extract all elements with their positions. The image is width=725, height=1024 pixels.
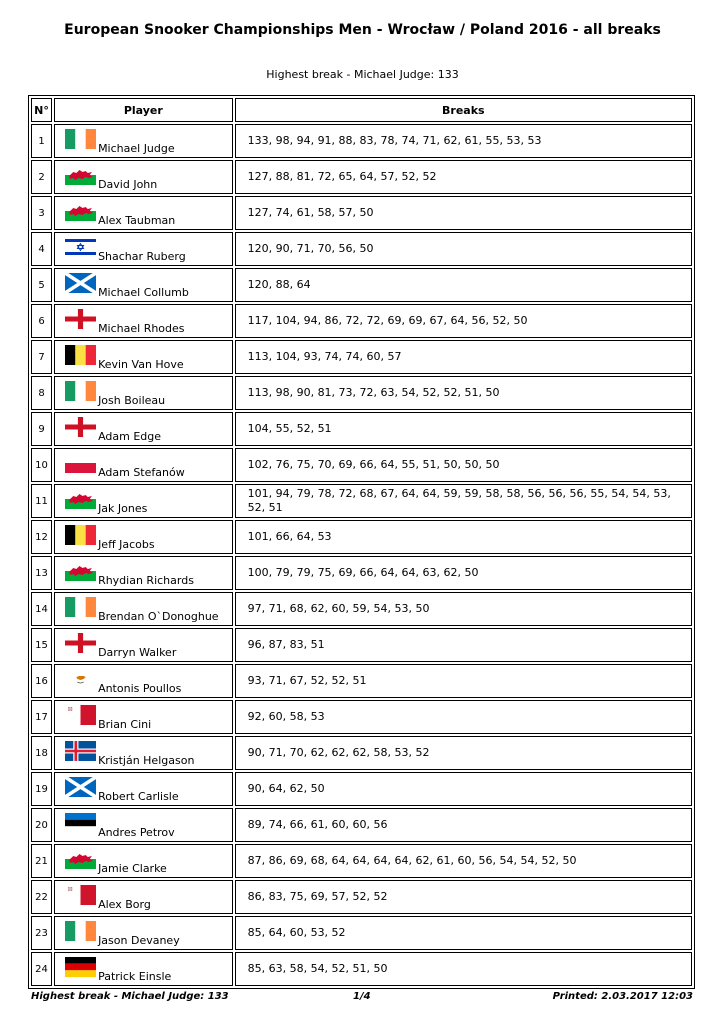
table-row	[31, 880, 692, 914]
rank-cell: 11	[31, 484, 52, 518]
rank-cell: 19	[31, 772, 52, 806]
table-row	[31, 520, 692, 554]
player-cell	[54, 736, 233, 770]
rank-cell: 24	[31, 952, 52, 986]
player-cell	[54, 520, 233, 554]
column-header-player: Player	[54, 98, 233, 122]
wales-flag-icon	[65, 201, 96, 221]
table-row	[31, 268, 692, 302]
breaks-cell: 120, 88, 64	[235, 268, 692, 302]
ireland-flag-icon	[65, 129, 96, 149]
player-name: Alex Borg	[98, 898, 151, 911]
table-row	[31, 916, 692, 950]
table-row	[31, 700, 692, 734]
rank-cell: 8	[31, 376, 52, 410]
wales-flag-icon	[65, 165, 96, 185]
table-row	[31, 484, 692, 518]
breaks-cell: 101, 66, 64, 53	[235, 520, 692, 554]
table-row	[31, 448, 692, 482]
breaks-cell: 117, 104, 94, 86, 72, 72, 69, 69, 67, 64, 56, 52, 50	[235, 304, 692, 338]
rank-cell: 7	[31, 340, 52, 374]
breaks-cell: 93, 71, 67, 52, 52, 51	[235, 664, 692, 698]
rank-cell: 23	[31, 916, 52, 950]
table-row	[31, 376, 692, 410]
footer-page-number: 1/4	[353, 991, 371, 1002]
player-cell	[54, 772, 233, 806]
rank-cell: 18	[31, 736, 52, 770]
rank-cell: 4	[31, 232, 52, 266]
player-name: Rhydian Richards	[98, 574, 194, 587]
breaks-cell: 96, 87, 83, 51	[235, 628, 692, 662]
player-name: Patrick Einsle	[98, 970, 172, 983]
player-name: Michael Rhodes	[98, 322, 185, 335]
rank-cell: 1	[31, 124, 52, 158]
player-cell	[54, 664, 233, 698]
player-name: Josh Boileau	[98, 394, 166, 407]
ireland-flag-icon	[65, 597, 96, 617]
player-cell	[54, 376, 233, 410]
rank-cell: 5	[31, 268, 52, 302]
wales-flag-icon	[65, 561, 96, 581]
table-row	[31, 232, 692, 266]
rank-cell: 16	[31, 664, 52, 698]
player-name: Jamie Clarke	[98, 862, 167, 875]
breaks-cell: 100, 79, 79, 75, 69, 66, 64, 64, 63, 62, 50	[235, 556, 692, 590]
table-row	[31, 952, 692, 986]
breaks-cell: 97, 71, 68, 62, 60, 59, 54, 53, 50	[235, 592, 692, 626]
page-subtitle: Highest break - Michael Judge: 133	[266, 68, 459, 81]
player-cell	[54, 556, 233, 590]
table-row	[31, 736, 692, 770]
table-row	[31, 340, 692, 374]
breaks-table	[28, 95, 695, 989]
rank-cell: 15	[31, 628, 52, 662]
breaks-cell: 127, 88, 81, 72, 65, 64, 57, 52, 52	[235, 160, 692, 194]
player-name: David John	[98, 178, 158, 191]
player-name: Jason Devaney	[98, 934, 180, 947]
player-cell	[54, 268, 233, 302]
table-row	[31, 628, 692, 662]
player-name: Adam Stefanów	[98, 466, 185, 479]
rank-cell: 10	[31, 448, 52, 482]
rank-cell: 17	[31, 700, 52, 734]
table-row	[31, 664, 692, 698]
player-name: Shachar Ruberg	[98, 250, 186, 263]
england-flag-icon	[65, 309, 96, 329]
estonia-flag-icon	[65, 813, 96, 833]
rank-cell: 21	[31, 844, 52, 878]
breaks-cell: 101, 94, 79, 78, 72, 68, 67, 64, 64, 59, 59, 58, 58, 56, 56, 56, 55, 54, 54, 53, 52, 51	[235, 484, 692, 518]
ireland-flag-icon	[65, 381, 96, 401]
player-name: Jak Jones	[98, 502, 148, 515]
rank-cell: 12	[31, 520, 52, 554]
table-row	[31, 556, 692, 590]
breaks-cell: 90, 71, 70, 62, 62, 62, 58, 53, 52	[235, 736, 692, 770]
breaks-cell: 89, 74, 66, 61, 60, 60, 56	[235, 808, 692, 842]
player-name: Andres Petrov	[98, 826, 175, 839]
breaks-cell: 113, 98, 90, 81, 73, 72, 63, 54, 52, 52, 51, 50	[235, 376, 692, 410]
player-name: Darryn Walker	[98, 646, 177, 659]
belgium-flag-icon	[65, 345, 96, 365]
scotland-flag-icon	[65, 273, 96, 293]
player-name: Alex Taubman	[98, 214, 176, 227]
player-cell	[54, 700, 233, 734]
player-cell	[54, 808, 233, 842]
column-header-no: N°	[31, 98, 52, 122]
player-cell	[54, 304, 233, 338]
rank-cell: 3	[31, 196, 52, 230]
player-cell	[54, 196, 233, 230]
player-cell	[54, 340, 233, 374]
england-flag-icon	[65, 417, 96, 437]
player-cell	[54, 124, 233, 158]
england-flag-icon	[65, 633, 96, 653]
breaks-cell: 104, 55, 52, 51	[235, 412, 692, 446]
rank-cell: 14	[31, 592, 52, 626]
player-name: Michael Judge	[98, 142, 175, 155]
cyprus-flag-icon	[65, 669, 96, 689]
malta-flag-icon	[65, 705, 96, 725]
player-cell	[54, 484, 233, 518]
table-row	[31, 124, 692, 158]
player-name: Michael Collumb	[98, 286, 189, 299]
table-row	[31, 160, 692, 194]
breaks-cell: 85, 63, 58, 54, 52, 51, 50	[235, 952, 692, 986]
player-name: Jeff Jacobs	[98, 538, 155, 551]
rank-cell: 20	[31, 808, 52, 842]
malta-flag-icon	[65, 885, 96, 905]
table-row	[31, 772, 692, 806]
player-cell	[54, 232, 233, 266]
iceland-flag-icon	[65, 741, 96, 761]
table-row	[31, 808, 692, 842]
breaks-cell: 127, 74, 61, 58, 57, 50	[235, 196, 692, 230]
rank-cell: 22	[31, 880, 52, 914]
player-name: Brian Cini	[98, 718, 152, 731]
player-name: Brendan O`Donoghue	[98, 610, 219, 623]
germany-flag-icon	[65, 957, 96, 977]
breaks-cell: 90, 64, 62, 50	[235, 772, 692, 806]
rank-cell: 13	[31, 556, 52, 590]
player-cell	[54, 412, 233, 446]
israel-flag-icon	[65, 237, 96, 257]
rank-cell: 2	[31, 160, 52, 194]
breaks-cell: 113, 104, 93, 74, 74, 60, 57	[235, 340, 692, 374]
breaks-cell: 102, 76, 75, 70, 69, 66, 64, 55, 51, 50, 50, 50	[235, 448, 692, 482]
column-header-breaks: Breaks	[235, 98, 692, 122]
player-cell	[54, 844, 233, 878]
player-name: Kevin Van Hove	[98, 358, 184, 371]
table-row	[31, 304, 692, 338]
player-name: Robert Carlisle	[98, 790, 179, 803]
player-name: Adam Edge	[98, 430, 162, 443]
ireland-flag-icon	[65, 921, 96, 941]
scotland-flag-icon	[65, 777, 96, 797]
player-cell	[54, 160, 233, 194]
table-row	[31, 412, 692, 446]
table-header-row	[31, 98, 692, 122]
footer-printed: Printed: 2.03.2017 12:03	[552, 991, 693, 1002]
table-row	[31, 592, 692, 626]
belgium-flag-icon	[65, 525, 96, 545]
rank-cell: 9	[31, 412, 52, 446]
wales-flag-icon	[65, 849, 96, 869]
player-cell	[54, 628, 233, 662]
player-cell	[54, 880, 233, 914]
breaks-cell: 133, 98, 94, 91, 88, 83, 78, 74, 71, 62, 61, 55, 53, 53	[235, 124, 692, 158]
breaks-cell: 86, 83, 75, 69, 57, 52, 52	[235, 880, 692, 914]
player-cell	[54, 448, 233, 482]
player-name: Antonis Poullos	[98, 682, 182, 695]
table-row	[31, 844, 692, 878]
breaks-cell: 85, 64, 60, 53, 52	[235, 916, 692, 950]
player-cell	[54, 916, 233, 950]
player-cell	[54, 952, 233, 986]
player-cell	[54, 592, 233, 626]
poland-flag-icon	[65, 453, 96, 473]
page-title: European Snooker Championships Men - Wrocław / Poland 2016 - all breaks	[64, 22, 661, 38]
table-row	[31, 196, 692, 230]
player-name: Kristján Helgason	[98, 754, 195, 767]
footer-left: Highest break - Michael Judge: 133	[31, 991, 229, 1002]
breaks-cell: 87, 86, 69, 68, 64, 64, 64, 64, 62, 61, 60, 56, 54, 54, 52, 50	[235, 844, 692, 878]
breaks-cell: 120, 90, 71, 70, 56, 50	[235, 232, 692, 266]
breaks-cell: 92, 60, 58, 53	[235, 700, 692, 734]
wales-flag-icon	[65, 489, 96, 509]
rank-cell: 6	[31, 304, 52, 338]
